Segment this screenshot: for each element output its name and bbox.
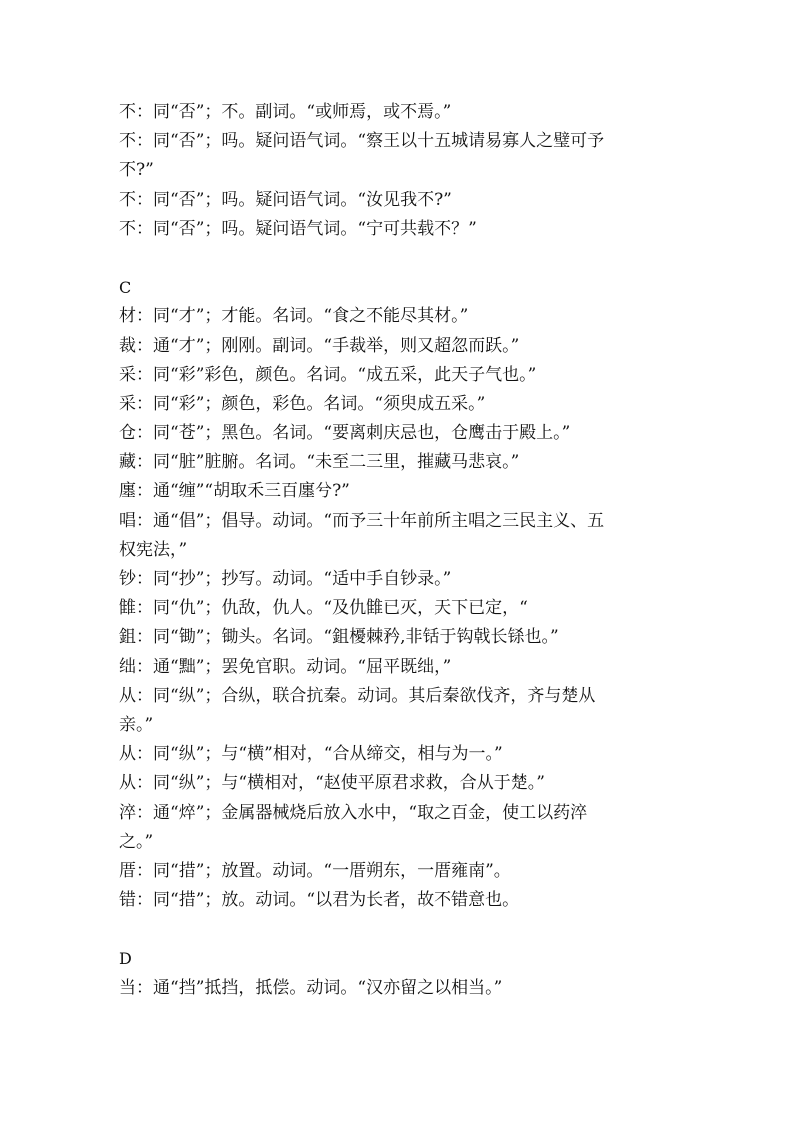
entry-line-continuation: 权宪法，” [119,539,188,560]
blank-line [119,244,679,273]
blank-line [119,915,679,944]
entry-line: 仓：同“苍”；黑色。名词。“要离刺庆忌也，仓鹰击于殿上。” [119,423,571,444]
entry-line-continuation: 之。” [119,831,154,852]
entry-line: 藏：同“脏”脏腑。名词。“未至二三里，摧藏马悲哀。” [119,452,520,473]
entry-line: 淬：通“焠”；金属器械烧后放入水中，“取之百金，使工以药淬 [119,802,588,823]
entry-line-continuation: 亲。” [119,714,154,735]
entry-line: 材：同“才”；才能。名词。“食之不能尽其材。” [119,306,469,327]
entry-line: 当：通“挡”抵挡，抵偿。动词。“汉亦留之以相当。” [119,977,503,998]
entry-line-continuation: 不?” [119,160,154,181]
entry-line: 采：同“彩”；颜色，彩色。名词。“须臾成五采。” [119,393,486,414]
entry-line: 不：同“否”；吗。疑问语气词。“宁可共载不？” [119,218,477,239]
entry-line: 唱：通“倡”；倡导。动词。“而予三十年前所主唱之三民主义、五 [119,510,605,531]
entry-line: 雔：同“仇”；仇敌，仇人。“及仇雔已灭，天下已定，“ [119,598,528,619]
entry-line: 从：同“纵”；合纵，联合抗秦。动词。其后秦欲伐齐，齐与楚从 [119,685,596,706]
entry-line: 廛：通“缠”“胡取禾三百廛兮?” [119,481,350,502]
entry-line: 不：同“否”；吗。疑问语气词。“汝见我不?” [119,189,452,210]
entry-line: 裁：通“才”；刚刚。副词。“手裁举，则又超忽而跃。” [119,335,520,356]
section-heading-c: C [119,278,132,298]
entry-line: 从：同“纵”；与“横相对，“赵使平原君求救，合从于楚。” [119,773,545,794]
entry-line: 绌：通“黜”；罢免官职。动词。“屈平既绌，” [119,656,452,677]
document-body [119,98,679,1003]
entry-line: 不：同“否”；吗。疑问语气词。“察王以十五城请易寡人之璧可予 [119,131,605,152]
entry-line: 不：同“否”；不。副词。“或师焉，或不焉。” [119,102,452,122]
entry-line: 鉏：同“锄”；锄头。名词。“鉏櫌棘矜,非铦于钩戟长铩也。” [119,627,559,648]
entry-line: 钞：同“抄”；抄写。动词。“适中手自钞录。” [119,569,452,589]
entry-line: 错：同“措”；放。动词。“以君为长者，故不错意也。 [119,890,520,911]
entry-line: 从：同“纵”；与“横”相对，“合从缔交，相与为一。” [119,744,503,765]
section-heading-d: D [119,949,132,969]
entry-line: 厝：同“措”；放置。动词。“一厝朔东，一厝雍南”。 [119,860,511,881]
entry-line: 采：同“彩”彩色，颜色。名词。“成五采，此天子气也。” [119,364,537,385]
